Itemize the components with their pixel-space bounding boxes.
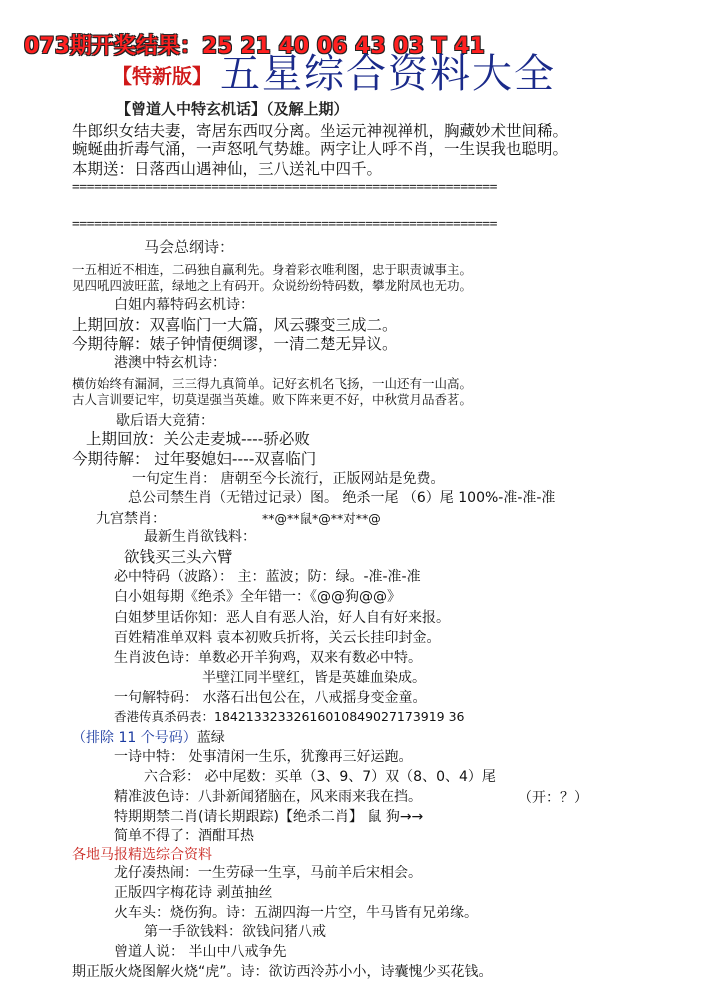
s8-line5: 特期期禁二肖(请长期跟踪)【绝杀二肖】 鼠 狗→→ [114,809,424,825]
s7-line2: 必中特码（波路）： 主：蓝波；防：绿。-准-准-准 [114,569,421,585]
s7-line7: 半壁江同半壁红，皆是英雄血染成。 [202,670,426,686]
s8-line4: 精准波色诗：八卦新闻猪脑在，风来雨来我在挡。 [114,789,422,805]
s9-line3: 火车头：烧伤狗。诗：五湖四海一片空，牛马皆有兄弟缘。 [114,905,478,921]
s9-line4: 第一手欲钱料：欲钱问猪八戒 [144,924,326,940]
s7-line5: 百姓精准单双料 袁本初败兵折将，关云长挂印封金。 [114,630,441,646]
s7-line9: 香港传真杀码表：18421332332616010849027173919 36 [114,709,465,724]
s9-line2: 正版四字梅花诗 剥茧抽丝 [114,885,273,901]
s7-line1: 欲钱买三头六臂 [124,548,233,566]
s7-header: 最新生肖欲钱料： [144,529,256,545]
s2-line1: 一五相近不相连，二码独自赢利先。身着彩衣唯利图，忠于职责诚事主。 [72,262,473,277]
s6-line2: 总公司禁生肖（无错过记录）图。 绝杀一尾 （6）尾 100%-准-准-准 [128,490,556,506]
s4-line2: 古人言训要记牢，切莫逞强当英雄。败下阵来更不好，中秋赏月品香茗。 [72,392,473,407]
s1-line1: 牛郎织女结夫妻，寄居东西叹分离。坐运元神视禅机，胸藏妙术世间稀。 [72,122,569,140]
s3-line1: 上期回放：双喜临门一大篇，风云骤变三成二。 [72,316,398,334]
s6-line3-value: **@**鼠*@**对**@ [262,511,381,526]
s4-line1: 横仿始终有漏洞，三三得九真简单。记好玄机名飞扬，一山还有一山高。 [72,376,473,391]
s1-header: 【曾道人中特玄机话】（及解上期） [116,100,349,118]
s8-exclude-tail: 蓝绿 [196,730,225,746]
s6-line1: 一句定生肖： 唐朝至今长流行，正版网站是免费。 [132,471,445,487]
s9-line1: 龙仔凑热闹：一生劳碌一生享，马前羊后宋相会。 [114,865,422,881]
s5-line2: 今期待解： 过年娶媳妇----双喜临门 [72,450,317,468]
s3-line2: 今期待解：婊子钟情便绸谬，一清二楚无异议。 [72,335,398,353]
s5-header: 歇后语大竞猜： [116,413,214,429]
s8-exclude-count: （排除 11 个号码） [72,730,197,746]
separator-2: ========================================================== [72,217,497,232]
draw-result-banner: 073期开奖结果：25 21 40 06 43 03 T 41 [24,34,485,59]
s8-line4-tail: （开：？） [518,790,588,806]
s9-line6: 期正版火烧图解火烧“虎”。诗：欲访西泠苏小小，诗囊愧少买花钱。 [72,964,493,980]
s2-line2: 见四吼四波旺蓝，绿地之上有码开。众说纷纷特码数，攀龙附凤也无功。 [72,278,473,293]
s1-line3: 本期送：日落西山遇神仙，三八送礼中四千。 [72,160,383,178]
separator-1: ========================================================== [72,180,497,195]
s7-line8: 一句解特码： 水落石出包公在，八戒摇身变金童。 [114,690,427,706]
page-title: 五星综合资料大全 [220,51,556,97]
s2-header: 马会总纲诗： [144,238,235,256]
s3-header: 白姐内幕特码玄机诗： [114,297,254,313]
s7-line3: 白小姐每期《绝杀》全年错一：《@@狗@@》 [114,589,401,605]
s7-line6: 生肖波色诗：单数必开羊狗鸡，双来有数必中特。 [114,650,422,666]
edition-tag: 【特新版】 [112,64,212,88]
s5-line1: 上期回放：关公走麦城----骄必败 [86,430,310,448]
s8-line6: 简单不得了：酒酣耳热 [114,828,254,844]
s8-line3: 六合彩： 必中尾数：买单（3、9、7）双（8、0、4）尾 [144,769,496,785]
s8-line2: 一诗中特： 处事清闲一生乐，犹豫再三好运跑。 [114,749,413,765]
s1-line2: 蜿蜒曲折毒气涌，一声怒吼气势雄。两字让人呼不肖，一生误我也聪明。 [72,140,569,158]
s9-line5: 曾道人说： 半山中八戒争先 [114,944,287,960]
s4-header: 港澳中特玄机诗： [114,355,226,371]
s6-line3-label: 九宫禁肖： [96,511,166,527]
s9-header: 各地马报精选综合资料 [72,847,212,863]
s7-line4: 白姐梦里话你知：恶人自有恶人治，好人自有好来报。 [114,610,450,626]
s8-line1 [72,731,225,745]
